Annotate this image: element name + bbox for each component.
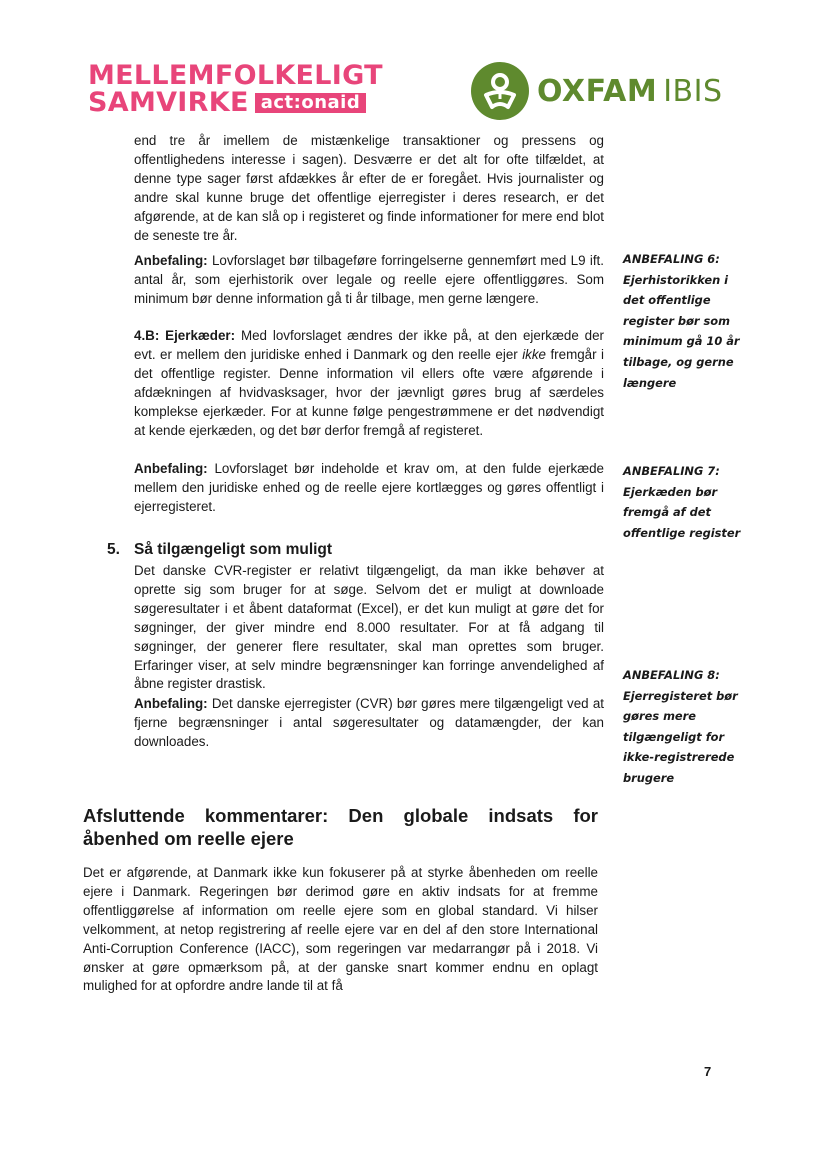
section-5-heading [107, 540, 332, 560]
closing-comments-heading: Afsluttende kommentarer: Den globale indsats for åbenhed om reelle ejere [83, 805, 598, 849]
sidebar-recommendation-8: ANBEFALING 8: Ejerregisteret bør gøres mere tilgængeligt for ikke-registrerede brugere [623, 668, 738, 785]
recommendation-text: Lovforslaget bør indeholde et krav om, at den fulde ejerkæde mellem den juridiske enhed og de reelle ejere kortlægges og gøres offentligt i ejerregisteret. [134, 461, 604, 514]
ownership-chain-paragraph [134, 327, 604, 440]
recommendation-label: Anbefaling: [134, 696, 208, 711]
oxfam-wordmark [537, 74, 723, 109]
oxfam-ibis-logo [471, 62, 723, 120]
recommendation-label: Anbefaling: [134, 253, 208, 268]
oxfam-text: OXFAM [537, 73, 658, 109]
accessibility-paragraph: Det danske CVR-register er relativt tilgængeligt, da man ikke behøver at oprette sig som bruger for at søge. Selvom det er muligt at downloade søgeresultater i et åbent dataformat (Excel), er det kun muligt at gøre det for søgninger, der giver mindre end 8.000 resultater. For at få adgang til søgninger, der generer flere resultater, skal man oprettes som bruger. Erfaringer viser, at selv mindre begrænsninger kan forringe anvendelighed af åbne register drastisk. [134, 563, 604, 692]
recommendation-paragraph-7 [134, 460, 604, 517]
section-4b-text-1: Med lovforslaget ændres der ikke på, at den ejerkæde der evt. er mellem den juridiske enhed i Danmark og den reelle ejer [134, 328, 604, 362]
recommendation-text: Det danske ejerregister (CVR) bør gøres mere tilgængeligt ved at fjerne begrænsninger i antal søgeresultater og datamængder, der kan downloades. [134, 696, 604, 749]
actionaid-badge: act:onaid [255, 93, 367, 113]
closing-comments-paragraph: Det er afgørende, at Danmark ikke kun fokuserer på at styrke åbenheden om reelle ejere i Danmark. Regeringen bør derimod gøre en aktiv indsats for at fremme offentliggørelse af information om reelle ejere som en global standard. Vi hilser velkomment, at netop registrering af reelle ejere var en del af den store International Anti-Corruption Conference (IACC), som regeringen var medarrangør på i 2018. Vi ønsker at gøre opmærksom på, at der ganske snart kommer endnu en oplagt mulighed for at opfordre andre lande til at få [83, 865, 598, 994]
logo-line-2 [88, 89, 383, 116]
section-4b-label: 4.B: Ejerkæder: [134, 328, 236, 343]
sidebar-recommendation-7: ANBEFALING 7: Ejerkæden bør fremgå af det offentlige register [623, 464, 741, 540]
section-5-number: 5. [107, 541, 120, 558]
recommendation-label: Anbefaling: [134, 461, 208, 476]
page-number: 7 [704, 1064, 712, 1079]
oxfam-figure-icon [471, 62, 529, 120]
ibis-text: IBIS [663, 73, 723, 109]
section-5-title: Så tilgængeligt som muligt [134, 541, 333, 558]
paragraph-continuation: end tre år imellem de mistænkelige transaktioner og pressens og offentlighedens interesse i sagen). Desværre er det alt for ofte tilfældet, at denne type sager først afdækkes år efter de er foregået. Hvis journalister og andre skal kunne bruge det offentlige ejerregister i deres research, er det afgørende, at de kan slå op i registeret og finde informationer for mere end blot de seneste tre år. [134, 133, 604, 243]
recommendation-paragraph-8 [134, 695, 604, 752]
logo-samvirke: SAMVIRKE [88, 87, 249, 118]
logo-line-1: MELLEMFOLKELIGT [88, 60, 383, 91]
section-4b-text-2: fremgår i det offentlige register. Denne information vil ellers ofte være afgørende i afdækningen af hvidvasksager, hvor der jævnligt gøres brug af særdeles komplekse ejerkæder. For at kunne følge pengestrømmene er det nødvendigt at kende ejerkæden, og det bør derfor fremgå af registeret. [134, 346, 604, 438]
mellemfolkeligt-samvirke-logo [88, 62, 383, 116]
recommendation-text: Lovforslaget bør tilbageføre forringelserne gennemført med L9 ift. antal år, som ejerhistorik over legale og reelle ejere offentliggøres. Som minimum bør denne information gå ti år tilbage, men gerne længere. [134, 253, 604, 306]
recommendation-paragraph-6 [134, 252, 604, 309]
section-4b-italic: ikke [522, 346, 547, 362]
sidebar-recommendation-6: ANBEFALING 6: Ejerhistorikken i det offentlige register bør som minimum gå 10 år tilbage, og gerne længere [623, 252, 740, 390]
